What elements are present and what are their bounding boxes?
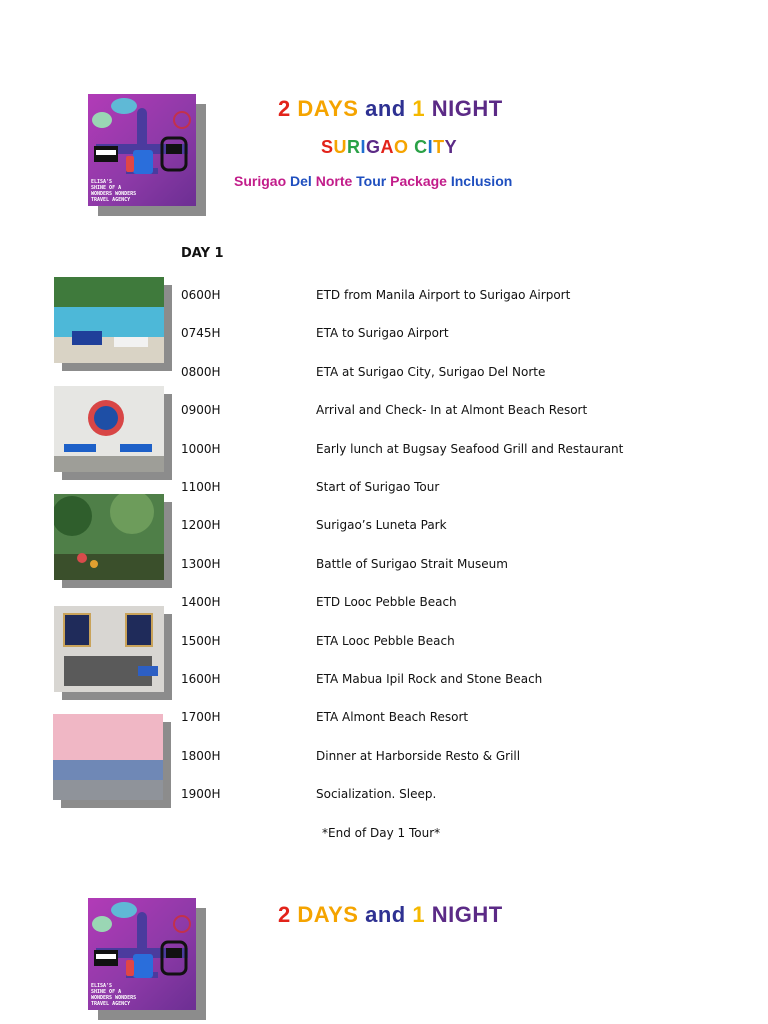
schedule-time: 0600H bbox=[181, 288, 221, 302]
title-word: DAYS bbox=[297, 96, 359, 121]
schedule-activity: ETA Mabua Ipil Rock and Stone Beach bbox=[316, 672, 543, 686]
pool-photo bbox=[54, 277, 164, 363]
city-title: SURIGAO CITY bbox=[321, 137, 458, 157]
title-word: NIGHT bbox=[431, 902, 503, 927]
title-word: and bbox=[365, 96, 406, 121]
schedule-time: 1400H bbox=[181, 595, 221, 610]
title-word: and bbox=[365, 902, 406, 927]
schedule-time: 0800H bbox=[181, 364, 221, 379]
page-title bbox=[278, 96, 503, 122]
title-word: 1 bbox=[412, 902, 426, 927]
title-word: 2 bbox=[278, 902, 291, 927]
schedule-activity: Surigao’s Luneta Park bbox=[316, 518, 447, 533]
page-title-2 bbox=[278, 902, 503, 928]
title-word: 1 bbox=[412, 96, 426, 121]
end-note: *End of Day 1 Tour* bbox=[322, 826, 441, 840]
logo-caption: ELISA'S SHINE OF A WONDERS WONDERS TRAVEL AGENCY bbox=[91, 983, 137, 1007]
agency-logo bbox=[88, 94, 196, 206]
schedule-time: 0745H bbox=[181, 326, 221, 341]
title-word: 2 bbox=[278, 96, 291, 121]
schedule-activity: ETD from Manila Airport to Surigao Airport bbox=[316, 288, 571, 302]
schedule-activity: ETA at Surigao City, Surigao Del Norte bbox=[316, 364, 546, 379]
schedule-activity: Early lunch at Bugsay Seafood Grill and Restaurant bbox=[316, 441, 624, 456]
schedule-time: 1000H bbox=[181, 441, 221, 456]
title-word: DAYS bbox=[297, 902, 359, 927]
schedule-time: 1800H bbox=[181, 748, 221, 763]
schedule-activity: Start of Surigao Tour bbox=[316, 480, 440, 494]
schedule-time: 1700H bbox=[181, 710, 221, 725]
package-subtitle: Surigao Del Norte Tour Package Inclusion bbox=[234, 173, 513, 189]
schedule-activity: ETD Looc Pebble Beach bbox=[316, 595, 457, 610]
museum-photo bbox=[54, 606, 164, 692]
schedule-time: 0900H bbox=[181, 403, 221, 418]
schedule-activity: Battle of Surigao Strait Museum bbox=[316, 556, 508, 571]
schedule-time: 1600H bbox=[181, 672, 221, 686]
schedule-activity: ETA to Surigao Airport bbox=[316, 326, 449, 341]
agency-logo-2 bbox=[88, 898, 196, 1010]
schedule-time: 1200H bbox=[181, 518, 221, 533]
schedule-time: 1100H bbox=[181, 480, 221, 494]
park-photo bbox=[54, 494, 164, 580]
schedule-activity: ETA Almont Beach Resort bbox=[316, 710, 469, 725]
schedule-activity: Arrival and Check- In at Almont Beach Resort bbox=[316, 403, 588, 418]
schedule-time: 1300H bbox=[181, 556, 221, 571]
schedule-activity: Socialization. Sleep. bbox=[316, 787, 437, 802]
schedule-activity: ETA Looc Pebble Beach bbox=[316, 633, 455, 648]
day-label: DAY 1 bbox=[181, 246, 224, 261]
schedule-activity: Dinner at Harborside Resto & Grill bbox=[316, 748, 521, 763]
title-word: NIGHT bbox=[431, 96, 503, 121]
logo-caption: ELISA'S SHINE OF A WONDERS WONDERS TRAVEL AGENCY bbox=[91, 179, 137, 203]
schedule-time: 1500H bbox=[181, 633, 221, 648]
sunset-beach-photo bbox=[53, 714, 163, 800]
restaurant-photo bbox=[54, 386, 164, 472]
schedule-time: 1900H bbox=[181, 787, 221, 802]
